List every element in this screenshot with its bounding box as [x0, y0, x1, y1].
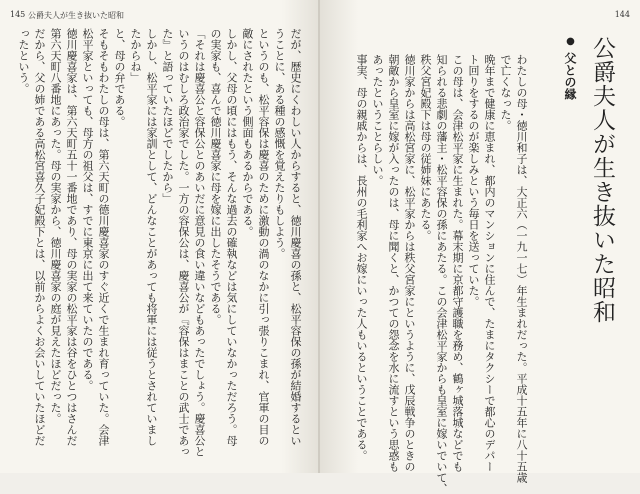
section-heading: 父との縁	[563, 52, 577, 100]
body-line: わたしの母・徳川和子は、大正六（一九一七）年生まれだった。平成十五年に八十五歳	[515, 54, 528, 483]
body-line: うことに、ある種の感慨を覚えたりもしよう。	[273, 28, 286, 259]
body-line: この母は、会津松平家に生まれた。幕末期に京都守護職を務め、鶴ヶ城落城などでも	[451, 54, 464, 472]
body-line: 敵にされたという側面もあるからである。	[241, 28, 254, 237]
body-line: 事実、母の親戚からは、長州の毛利家へお嫁にいった人もいるということである。	[355, 54, 368, 461]
body-line: たからね」	[129, 28, 142, 83]
body-line: 秩父宮妃殿下は母の従姉妹にあたる。	[419, 54, 432, 241]
body-line: 徳川慶喜家は、第六天町五十一番地であり、母の実家の松平家は谷をひとつはさんだ	[65, 28, 78, 446]
body-line: 徳川家からは高松宮家に、松平家からは秩父宮家にというように、戊辰戦争のときの	[403, 54, 416, 472]
body-line: と、母の弁である。	[113, 28, 126, 127]
body-line: 朝敵から皇室に嫁が入ったのは、母に聞くと、かつての怨念を水に流すという思惑も	[387, 54, 400, 472]
body-line: 松平家といっても、母方の祖父は、すでに東京に出て来ていたのである。	[81, 28, 94, 391]
page-number-left: 145	[10, 10, 26, 19]
body-line: の実家も、喜んで徳川慶喜家に母を嫁に出したそうである。	[209, 28, 222, 325]
body-line: た』と語っていたほどでしたから」	[161, 28, 174, 204]
body-line: しかし、父母の頃にはもう、そんな過去の確執などは気にしていなかっただろう。母	[225, 28, 238, 446]
section-bullet-icon: ●	[565, 36, 576, 47]
body-line: あったということらしい。	[371, 54, 384, 186]
body-line: 「それは慶喜公と容保公とのあいだに意見の食い違いなどもあったでしょう。慶喜公と	[193, 28, 206, 457]
running-head: 公爵夫人が生き抜いた昭和	[28, 11, 124, 20]
body-line: いうのはむしろ政治家でした。一方の容保公は、慶喜公が『容保はまことの武士であっ	[177, 28, 190, 457]
chapter-title: 公爵夫人が生き抜いた昭和	[589, 36, 615, 324]
body-line: で亡くなった。	[499, 54, 512, 131]
body-line: ト回りをするのが楽しみという毎日を送っていた。	[467, 54, 480, 307]
body-line: だから、父の姉である高松宮喜久子妃殿下とは、以前からよくお会いしていたほどだ	[33, 28, 46, 446]
body-line: というのも、松平容保は慶喜のために激動の渦のなかに引っ張りこまれ、官軍の目の	[257, 28, 270, 446]
body-line: だが、歴史にくわしい人からすると、徳川慶喜の孫と、松平容保の孫が結婚するとい	[289, 28, 302, 446]
left-page	[0, 0, 320, 473]
body-line: ったという。	[17, 28, 30, 94]
body-line: しかし、松平家には家訓として、どんなことがあっても将軍には従うとされていまし	[145, 28, 158, 446]
page-number-right: 144	[614, 10, 630, 19]
body-line: 第六天町八番地にあった。母の実家から、徳川慶喜家の庭が見えたほどだった。	[49, 28, 62, 424]
body-line: 知られる悲劇の藩主・松平容保の孫にあたる。この会津松平家からも皇室に嫁いでいて、	[435, 54, 448, 494]
body-line: 晩年まで健康に恵まれ、都内のマンションに住んで、たまにタクシーで都心のデパー	[483, 54, 496, 472]
right-page	[320, 0, 640, 494]
body-line: そもそもわたしの母は、第六天町の德川慶喜家のすぐ近くで生まれ育っていた。会津	[97, 28, 110, 446]
